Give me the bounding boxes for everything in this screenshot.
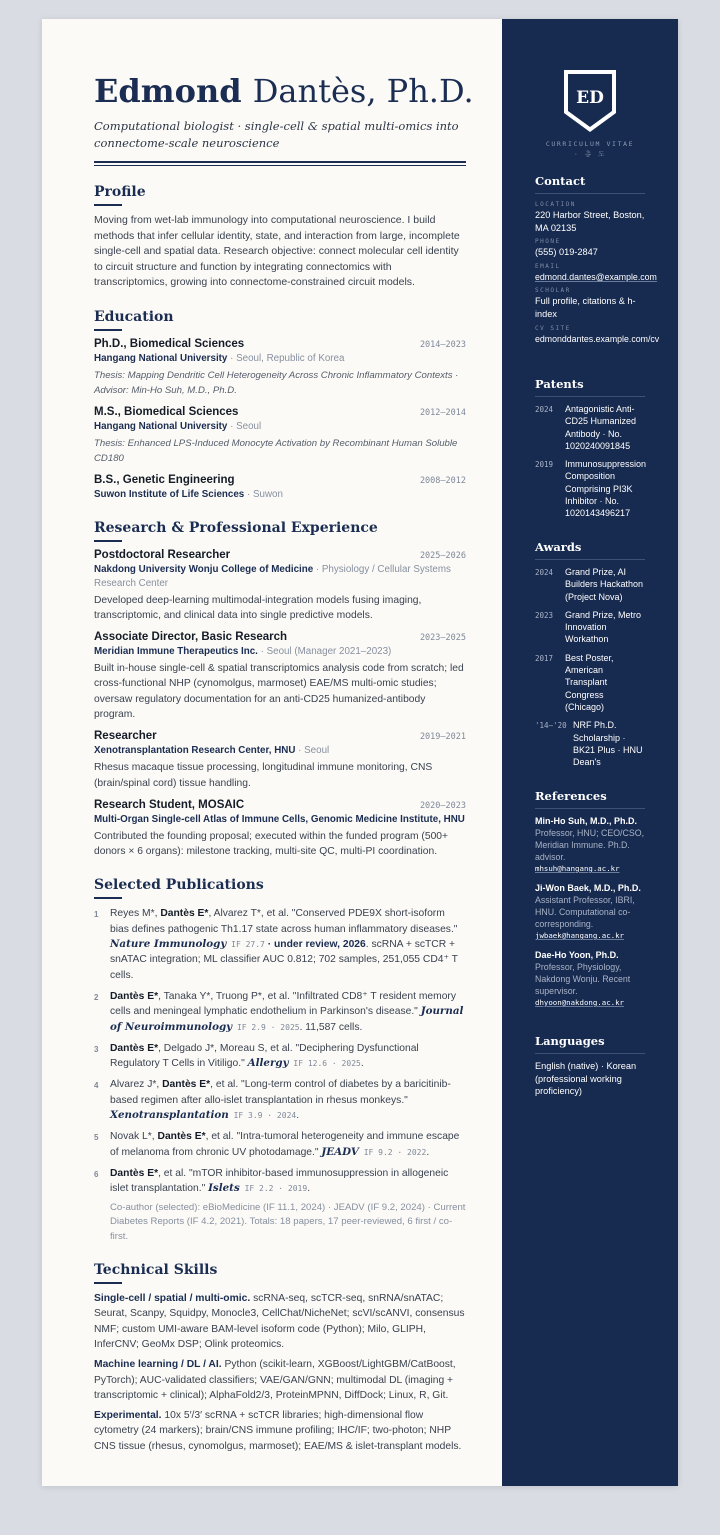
pub-number: 6: [94, 1169, 99, 1179]
patent-item: [535, 458, 645, 519]
publications-title: Selected Publications: [94, 877, 264, 894]
skill-label: Experimental.: [94, 1410, 162, 1422]
patents-section: [535, 377, 645, 526]
self-author: Dantès E*: [157, 1131, 206, 1143]
contact-phone: (555) 019-2847: [535, 247, 598, 258]
publication-item: [94, 989, 466, 1035]
monogram-badge: [563, 69, 617, 133]
dates: 2014–2023: [419, 339, 466, 350]
education-entry: [94, 474, 466, 502]
skill-text: Python (scikit-learn, XGBoost/LightGBM/CatBoost, PyTorch); AUC-validated classifiers; VAE/GAN/GNN; multimodal DL (imaging + transcriptomic + clinical); AlphaFold2/3, ProteinMPNN, DiffDock; Linux, R, Git.: [94, 1359, 456, 1401]
role: Postdoctoral Researcher: [94, 548, 231, 561]
location: · Seoul: [227, 420, 262, 432]
reference-email-link[interactable]: jwbaek@hangang.ac.kr: [535, 931, 624, 940]
impact-factor: IF 2.9 · 2025: [232, 1022, 300, 1032]
institution: Hangang National University: [94, 420, 228, 432]
award-text: NRF Ph.D. Scholarship · BK21 Plus · HNU Dean's: [573, 720, 643, 768]
location: · Seoul: [295, 745, 330, 757]
description: Built in-house single-cell & spatial transcriptomics analysis code from scratch; led cross-functional NHP (cynomolgus, marmoset) EAE/MS multi-omic studies; oversaw regulatory documentation for an anti-CD25 humanized-antibody program.: [94, 663, 464, 720]
patent-item: [535, 403, 645, 452]
pub-title: , et al. "mTOR inhibitor-based immunosuppression in allogeneic islet transplantation.": [110, 1167, 449, 1195]
contact-label: SCHOLAR: [535, 287, 571, 295]
experience-title: Research & Professional Experience: [94, 519, 378, 536]
languages-text: English (native) · Korean (professional working proficiency): [535, 1061, 637, 1097]
pub-notes: .: [360, 1058, 364, 1070]
pub-notes: .: [296, 1110, 300, 1122]
cv-site-link[interactable]: edmonddantes.example.com/cv: [535, 333, 660, 344]
profile-title: Profile: [94, 184, 146, 200]
languages-section: [535, 1034, 645, 1098]
section-bar: [94, 1282, 122, 1284]
education-title: Education: [94, 308, 174, 325]
organization: Multi-Organ Single-cell Atlas of Immune Cells, Genomic Medicine Institute, HNU: [94, 813, 465, 825]
pub-title: , Alvarez T*, et al. "Conserved PDE9X short-isoform bias defines pathogenic Th1.17 state across human inflammatory diseases.": [110, 908, 458, 935]
contact-location: 220 Harbor Street, Boston, MA 02135: [535, 210, 645, 233]
description: Developed deep-learning multimodal-integration models fusing imaging, transcriptomic, and clinical data into single predictive models.: [94, 594, 422, 621]
contact-email-link[interactable]: edmond.dantes@example.com: [535, 271, 657, 282]
award-item: [535, 609, 645, 646]
section-bar: [94, 897, 122, 899]
pub-title: , Delgado J*, Moreau S, et al. "Deciphering Dysfunctional Regulatory T Cells in Vitiligo.": [110, 1042, 419, 1070]
dates: 2019–2021: [419, 732, 466, 743]
organization: Xenotransplantation Research Center, HNU: [94, 745, 296, 757]
languages-title: Languages: [535, 1034, 605, 1048]
scholar-link[interactable]: Full profile, citations & h-index: [535, 296, 636, 319]
contact-label: LOCATION: [535, 201, 576, 208]
pub-title: , Tanaka Y*, Truong P*, et al. "Infiltrated CD8⁺ T resident memory cells and meningeal lymphatic endothelium in Parkinson's disease.": [110, 990, 457, 1018]
award-item: [535, 652, 645, 713]
organization: Meridian Immune Therapeutics Inc.: [94, 646, 258, 658]
degree: M.S., Biomedical Sciences: [94, 405, 239, 418]
reference-desc: Professor, HNU; CEO/CSO, Meridian Immune. Ph.D. advisor.: [535, 828, 645, 862]
experience-entry: [94, 730, 466, 791]
organization: Nakdong University Wonju College of Medicine: [94, 563, 314, 575]
self-author: Dantès E*: [110, 1167, 159, 1179]
reference-email-link[interactable]: dhyoon@nakdong.ac.kr: [535, 998, 624, 1007]
publication-item: [94, 1129, 466, 1160]
dates: 2012–2014: [419, 407, 466, 418]
tagline: Computational biologist · single-cell & spatial multi-omics into connectome-scale neuroscience: [94, 119, 459, 150]
references-title: References: [535, 789, 607, 803]
publication-item: [94, 906, 466, 982]
impact-factor: IF 12.6 · 2025: [288, 1059, 361, 1069]
experience-entry: [94, 799, 466, 860]
reference-desc: Professor, Physiology, Nakdong Wonju. Recent supervisor.: [535, 962, 631, 996]
reference-item: [535, 949, 645, 1009]
pub-title: , et al. "Long-term control of diabetes by a baricitinib-based regimen after allo-islet transplantation in rhesus monkeys.": [110, 1079, 451, 1106]
skill-label: Machine learning / DL / AI.: [94, 1359, 222, 1371]
skill-item: [94, 1408, 466, 1454]
self-author: Dantès E*: [162, 1079, 211, 1091]
awards-title: Awards: [535, 540, 582, 554]
skill-text: scRNA-seq, scTCR-seq, snRNA/snATAC; Seurat, Scanpy, Squidpy, Monocle3, CellChat/NicheNet; scVI/scANVI, consensus NMF; custom UMI-aware BAM-level isoform code (Python); Milo, GLIPH, InferCNV; GeoMx DSP; Olink proteomics.: [94, 1293, 465, 1350]
sidebar-rule: [535, 1053, 645, 1054]
award-year: 2017: [535, 653, 554, 663]
skill-item: [94, 1291, 466, 1352]
award-item: [535, 566, 645, 603]
patent-text: Immunosuppression Composition Comprising PI3K Inhibitor · No. 1020143496217: [565, 459, 647, 519]
cv-label-text: CURRICULUM VITAE: [545, 140, 635, 148]
last-name: Dantès, Ph.D.: [252, 72, 474, 110]
education-entry: [94, 406, 466, 466]
publication-item: [94, 1077, 466, 1123]
publication-list: [94, 906, 466, 1196]
location: · Physiology / Cellular Systems Research Center: [94, 563, 451, 589]
section-bar: [94, 204, 122, 206]
reference-name: Min-Ho Suh, M.D., Ph.D.: [535, 816, 637, 826]
coauthor-summary: Co-author (selected): eBioMedicine (IF 11.1, 2024) · JEADV (IF 9.2, 2024) · Current Diabetes Reports (IF 4.2, 2021). Totals: 18 papers, 17 peer-reviewed, 6 first / co-first.: [110, 1201, 466, 1242]
publication-item: [94, 1166, 466, 1197]
self-author: Dantès E*: [110, 1042, 159, 1054]
patent-year: 2019: [535, 460, 554, 470]
institution: Hangang National University: [94, 352, 228, 364]
thesis: Thesis: Enhanced LPS-Induced Monocyte Activation by Recombinant Human Soluble CD180: [94, 437, 458, 464]
dates: 2020–2023: [419, 800, 466, 811]
sidebar-rule: [535, 808, 645, 809]
degree: Ph.D., Biomedical Sciences: [94, 337, 245, 350]
first-name: Edmond: [94, 72, 242, 110]
patents-title: Patents: [535, 377, 584, 391]
role: Researcher: [94, 730, 157, 743]
award-year: 2024: [535, 568, 554, 577]
description: Rhesus macaque tissue processing, longitudinal immune monitoring, CNS (brain/spinal cord) tissue handling.: [94, 762, 433, 789]
cv-label-sub: · 총 도: [573, 150, 607, 158]
profile-text: Moving from wet-lab immunology into computational neuroscience. I build methods that infer cellular identity, state, and interaction from large, incomplete single-cell and spatial data. Research objective: connect molecular cell identity to circuit structure and function by integrating connectomics with transcriptomics, growing into connectome-constrained circuit models.: [94, 214, 460, 288]
contact-section: [535, 174, 660, 345]
self-author: Dantès E*: [160, 908, 209, 920]
experience-entry: [94, 549, 466, 624]
references-section: [535, 789, 645, 1016]
contact-label: EMAIL: [535, 262, 561, 270]
main-column: [42, 19, 502, 1486]
pub-number: 5: [94, 1133, 99, 1143]
pub-notes: . scRNA + scTCR + snATAC integration; ML classifier AUC 0.812; 702 samples, 251,055 CD4⁺ T cells.: [110, 939, 458, 981]
pub-number: 4: [94, 1081, 99, 1091]
location: · Suwon: [244, 488, 283, 500]
dates: 2023–2025: [419, 633, 466, 644]
description: Contributed the founding proposal; executed within the funded program (500+ donors × 6 organs): milestone tracking, multi-site QC, multi-PI coordination.: [94, 830, 449, 858]
journal: Journal of Neuroimmunology: [110, 1005, 464, 1033]
contact-title: Contact: [535, 174, 586, 188]
skills-title: Technical Skills: [94, 1262, 218, 1279]
impact-factor: IF 9.2 · 2022: [358, 1147, 427, 1157]
journal: Allergy: [247, 1057, 289, 1070]
authors-before: Novak L*,: [110, 1131, 158, 1143]
award-item: [535, 719, 645, 768]
cv-label: [502, 139, 678, 159]
pub-notes: . 11,587 cells.: [299, 1021, 363, 1033]
award-text: Best Poster, American Transplant Congress (Chicago): [565, 652, 614, 712]
sidebar-rule: [535, 193, 645, 194]
pub-notes: .: [307, 1183, 311, 1195]
pub-title: , et al. "Intra-tumoral heterogeneity and immune escape of melanoma from chronic UV photodamage.": [110, 1131, 460, 1158]
location: · Seoul, Republic of Korea: [227, 352, 345, 364]
role: Research Student, MOSAIC: [94, 798, 245, 811]
name-heading: [94, 71, 474, 111]
location: · Seoul (Manager 2021–2023): [257, 646, 392, 658]
pub-number: 2: [94, 992, 99, 1002]
patent-year: 2024: [535, 405, 554, 414]
dates: 2008–2012: [419, 475, 466, 486]
skill-item: [94, 1357, 466, 1403]
pub-number: 1: [94, 910, 99, 920]
contact-label: PHONE: [535, 238, 561, 246]
reference-item: [535, 815, 645, 875]
sidebar-rule: [535, 396, 645, 397]
publication-item: [94, 1041, 466, 1072]
experience-entry: [94, 631, 466, 722]
authors-before: Alvarez J*,: [110, 1079, 163, 1091]
thesis: Thesis: Mapping Dendritic Cell Heterogeneity Across Chronic Inflammatory Contexts · Advisor: Min-Ho Suh, M.D., Ph.D.: [94, 369, 459, 396]
award-text: Grand Prize, Metro Innovation Workathon: [565, 609, 642, 645]
resume-page: [42, 19, 678, 1486]
section-bar: [94, 540, 122, 542]
pub-notes: .: [426, 1146, 430, 1158]
section-bar: [94, 329, 122, 331]
reference-desc: Assistant Professor, IBRI, HNU. Computational co-corresponding.: [535, 895, 635, 929]
pub-number: 3: [94, 1044, 99, 1054]
self-author: Dantès E*: [110, 990, 159, 1002]
pub-status: · under review, 2026: [264, 939, 366, 951]
dates: 2025–2026: [419, 550, 466, 561]
contact-label: CV SITE: [535, 324, 571, 332]
authors-before: Reyes M*,: [110, 908, 161, 920]
reference-email-link[interactable]: mhsuh@hangang.ac.kr: [535, 864, 620, 873]
journal: Xenotransplantation: [110, 1109, 229, 1122]
patent-text: Antagonistic Anti-CD25 Humanized Antibody · No. 1020240091845: [565, 404, 637, 451]
reference-name: Dae-Ho Yoon, Ph.D.: [535, 950, 619, 960]
awards-section: [535, 540, 645, 774]
education-entry: [94, 338, 466, 398]
award-text: Grand Prize, AI Builders Hackathon (Project Nova): [565, 567, 644, 602]
impact-factor: IF 27.7: [226, 940, 265, 950]
skill-label: Single-cell / spatial / multi-omic.: [94, 1293, 251, 1305]
degree: B.S., Genetic Engineering: [94, 473, 235, 486]
skill-text: 10x 5′/3′ scRNA + scTCR libraries; high-dimensional flow cytometry (24 markers); brain/CNS immune profiling; IHC/IF; two-photon; NHP CNS tissue (rhesus, cynomolgus, marmoset); EAE/MS & islet-transplant models.: [94, 1410, 462, 1452]
journal: JEADV: [321, 1145, 359, 1158]
journal: Nature Immunology: [110, 938, 227, 951]
impact-factor: IF 2.2 · 2019: [239, 1184, 308, 1194]
award-year: '14–'20: [535, 721, 567, 731]
institution: Suwon Institute of Life Sciences: [94, 488, 245, 500]
header-rule: [94, 161, 466, 166]
reference-name: Ji-Won Baek, M.D., Ph.D.: [535, 883, 641, 893]
role: Associate Director, Basic Research: [94, 631, 288, 644]
reference-item: [535, 882, 645, 942]
sidebar: [502, 19, 678, 1486]
award-year: 2023: [535, 610, 554, 620]
monogram-text: ED: [576, 88, 604, 108]
impact-factor: IF 3.9 · 2024: [228, 1111, 297, 1121]
journal: Islets: [208, 1182, 240, 1195]
sidebar-rule: [535, 559, 645, 560]
